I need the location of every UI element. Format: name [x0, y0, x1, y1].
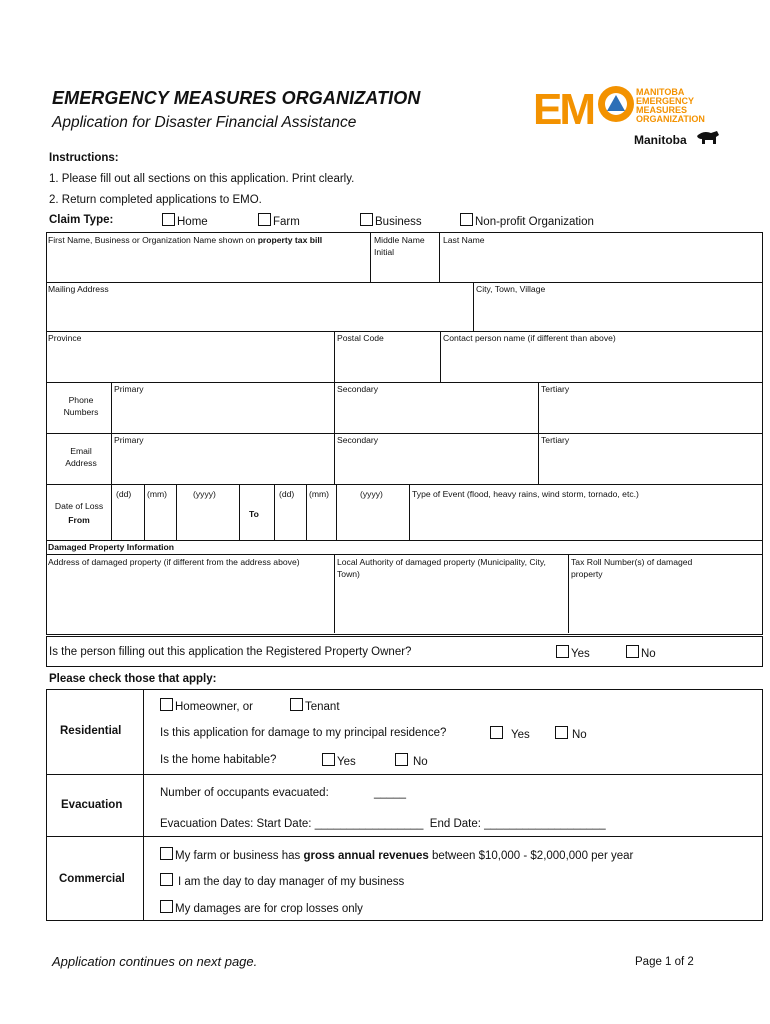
- registered-owner-question: Is the person filling out this application the Registered Property Owner?: [49, 646, 412, 658]
- date-of-loss-label: Date of Loss: [54, 501, 104, 511]
- damaged-property-heading: Damaged Property Information: [48, 542, 175, 552]
- revenue-text-bold: gross annual revenues: [303, 850, 429, 862]
- instructions-heading: Instructions:: [49, 152, 119, 164]
- from-mm-field[interactable]: (mm): [147, 489, 168, 499]
- svg-text:EM: EM: [533, 85, 593, 134]
- occupants-blank[interactable]: _____: [374, 787, 406, 799]
- checkbox[interactable]: [395, 753, 408, 766]
- evacuation-label: Evacuation: [61, 799, 123, 811]
- first-name-label: First Name, Business or Organization Name shown on: [48, 235, 258, 245]
- instruction-2: 2. Return completed applications to EMO.: [49, 194, 262, 206]
- mailing-address-field[interactable]: Mailing Address: [48, 284, 109, 294]
- damaged-address-field[interactable]: Address of damaged property (if different from the address above): [48, 557, 300, 567]
- checkbox[interactable]: [160, 900, 173, 913]
- email-secondary-field[interactable]: Secondary: [337, 435, 379, 445]
- crop-option[interactable]: [160, 900, 363, 915]
- checkbox[interactable]: [626, 645, 639, 658]
- logo-line-3: MEASURES: [636, 105, 688, 115]
- checkbox[interactable]: [162, 213, 175, 226]
- revenue-text-suffix: between $10,000 - $2,000,000 per year: [428, 850, 634, 862]
- contact-person-field[interactable]: Contact person name (if different than above): [443, 333, 616, 343]
- option-label: No: [572, 729, 587, 741]
- option-label: Non-profit Organization: [475, 216, 594, 228]
- habitable-yes-option[interactable]: [322, 753, 356, 768]
- checkbox[interactable]: [258, 213, 271, 226]
- emo-logo: [533, 84, 723, 148]
- habitable-no-option[interactable]: [395, 753, 428, 768]
- option-label: No: [641, 648, 656, 660]
- manitoba-wordmark: Manitoba: [634, 133, 687, 147]
- from-yyyy-field[interactable]: (yyyy): [193, 489, 216, 499]
- checkbox[interactable]: [322, 753, 335, 766]
- form-subtitle: Application for Disaster Financial Assistance: [52, 114, 357, 131]
- date-from-label: From: [68, 515, 90, 525]
- check-section: [46, 689, 763, 921]
- city-field[interactable]: City, Town, Village: [476, 284, 546, 294]
- page-number: Page 1 of 2: [635, 956, 694, 968]
- option-label: Tenant: [305, 701, 340, 713]
- checkbox[interactable]: [160, 847, 173, 860]
- habitable-question: Is the home habitable?: [160, 754, 277, 766]
- local-authority-field[interactable]: Local Authority of damaged property (Municipality, City, Town): [337, 557, 546, 579]
- claim-type-label: Claim Type:: [49, 214, 114, 226]
- option-label: No: [413, 756, 428, 768]
- bison-icon: [697, 131, 719, 144]
- owner-no-option[interactable]: [626, 645, 656, 660]
- postal-code-field[interactable]: Postal Code: [337, 333, 384, 343]
- first-name-label-bold: property tax bill: [257, 235, 323, 245]
- homeowner-option[interactable]: [160, 698, 253, 713]
- occupants-question: Number of occupants evacuated:: [160, 787, 329, 799]
- residential-label: Residential: [60, 725, 122, 737]
- continues-note: Application continues on next page.: [52, 954, 258, 969]
- checkbox[interactable]: [360, 213, 373, 226]
- checkbox[interactable]: [555, 726, 568, 739]
- checkbox[interactable]: [290, 698, 303, 711]
- phone-secondary-field[interactable]: Secondary: [337, 384, 379, 394]
- from-dd-field[interactable]: (dd): [116, 489, 132, 499]
- email-address-label: Email Address: [65, 446, 97, 468]
- to-mm-field[interactable]: (mm): [309, 489, 330, 499]
- to-dd-field[interactable]: (dd): [279, 489, 295, 499]
- manager-option[interactable]: [160, 873, 404, 888]
- to-yyyy-field[interactable]: (yyyy): [360, 489, 383, 499]
- form-title: EMERGENCY MEASURES ORGANIZATION: [52, 88, 421, 108]
- phone-primary-field[interactable]: Primary: [114, 384, 144, 394]
- checkbox[interactable]: [556, 645, 569, 658]
- option-label: Farm: [273, 216, 300, 228]
- emo-logo-graphic: [533, 84, 723, 148]
- first-name-field[interactable]: [48, 234, 368, 246]
- tenant-option[interactable]: [290, 698, 340, 713]
- claim-business-option[interactable]: [360, 213, 422, 228]
- logo-line-2: EMERGENCY: [636, 96, 695, 106]
- province-field[interactable]: Province: [48, 333, 82, 343]
- applicant-form: [46, 232, 762, 634]
- option-label: Home: [177, 216, 208, 228]
- phone-tertiary-field[interactable]: Tertiary: [541, 384, 570, 394]
- type-of-event-field[interactable]: Type of Event (flood, heavy rains, wind storm, tornado, etc.): [412, 489, 639, 499]
- principal-residence-question: Is this application for damage to my principal residence?: [160, 727, 447, 739]
- claim-home-option[interactable]: [162, 213, 208, 228]
- checkbox[interactable]: [490, 726, 503, 739]
- evacuation-dates[interactable]: Evacuation Dates: Start Date: _________________ End Date: ___________________: [160, 818, 606, 830]
- option-label: Business: [375, 216, 422, 228]
- revenue-option[interactable]: [160, 847, 633, 862]
- check-heading: Please check those that apply:: [49, 673, 217, 685]
- commercial-label: Commercial: [59, 873, 125, 885]
- option-label: My damages are for crop losses only: [175, 903, 363, 915]
- option-label: Yes: [511, 729, 530, 741]
- checkbox[interactable]: [460, 213, 473, 226]
- logo-line-1: MANITOBA: [636, 87, 685, 97]
- last-name-field[interactable]: Last Name: [443, 235, 485, 245]
- instruction-1: 1. Please fill out all sections on this application. Print clearly.: [49, 173, 355, 185]
- owner-yes-option[interactable]: [556, 645, 590, 660]
- date-to-label: To: [249, 509, 259, 519]
- checkbox[interactable]: [160, 873, 173, 886]
- option-label: Yes: [571, 648, 590, 660]
- option-label: Yes: [337, 756, 356, 768]
- claim-nonprofit-option[interactable]: [460, 213, 594, 228]
- phone-numbers-label: Phone Numbers: [63, 395, 99, 417]
- claim-farm-option[interactable]: [258, 213, 300, 228]
- revenue-text: My farm or business has: [175, 850, 304, 862]
- checkbox[interactable]: [160, 698, 173, 711]
- option-label: Homeowner, or: [175, 701, 253, 713]
- middle-initial-field[interactable]: Middle Name Initial: [374, 235, 425, 257]
- principal-no-option[interactable]: [555, 726, 587, 741]
- logo-line-4: ORGANIZATION: [636, 114, 705, 124]
- email-tertiary-field[interactable]: Tertiary: [541, 435, 570, 445]
- email-primary-field[interactable]: Primary: [114, 435, 144, 445]
- principal-yes-option[interactable]: [490, 726, 530, 741]
- tax-roll-field[interactable]: Tax Roll Number(s) of damaged property: [571, 557, 693, 579]
- option-label: I am the day to day manager of my business: [178, 876, 405, 888]
